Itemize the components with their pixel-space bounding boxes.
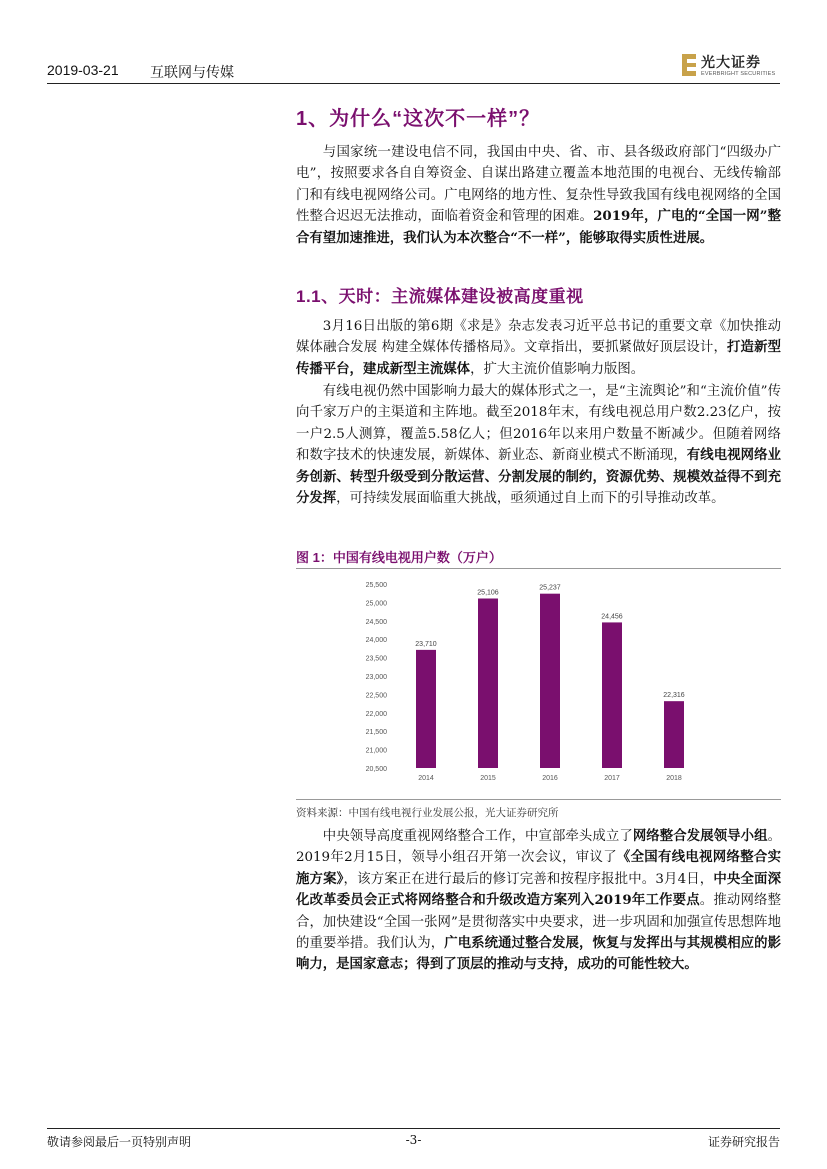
bar-2014 <box>416 650 436 768</box>
header-topic: 互联网与传媒 <box>150 64 234 80</box>
section-1-1-paragraph-3 <box>296 826 781 976</box>
section-1-1-heading: 1.1、天时：主流媒体建设被高度重视 <box>296 287 584 306</box>
figure-top-rule <box>296 568 781 569</box>
x-tick-label: 2016 <box>542 775 558 782</box>
x-tick-label: 2018 <box>666 775 682 782</box>
body-text: 与国家统一建设电信不同，我国由中央、省、市、县各级政府部门“四级办广电”，按照要求各自自筹资金、自谋出路建立覆盖本地范围的电视台、无线传输部门和有线电视网络公司。广电网络的地方性、复杂性导致我国有线电视网络的全国性整合迟迟无法推动，面临着资金和管理的困难。 <box>296 145 781 225</box>
emphasis-text: 2019年，广电的“全国一网”整合有望加速推进，我们认为本次整合“不一样”，能够取得实质性进展。 <box>296 208 781 246</box>
section-1-paragraph <box>296 142 781 249</box>
bar-value-label: 22,316 <box>663 692 685 700</box>
emphasis-text: 打造新型传播平台，建成新型主流媒体 <box>296 339 781 377</box>
bar-2017 <box>602 622 622 768</box>
x-tick-label: 2014 <box>418 775 434 782</box>
footer-divider <box>47 1128 780 1129</box>
body-text: 中央领导高度重视网络整合工作，中宣部牵头成立了 <box>322 829 633 844</box>
x-tick-label: 2017 <box>604 775 620 782</box>
section-1-1-paragraph-2 <box>296 381 781 509</box>
figure-title: 图 1：中国有线电视用户数（万户） <box>296 550 502 565</box>
logo-text-cn: 光大证券 <box>701 55 761 71</box>
page-number: -3- <box>405 1133 422 1147</box>
figure-bottom-rule <box>296 799 781 800</box>
y-tick-label: 21,000 <box>365 747 387 755</box>
footer-report-type: 证券研究报告 <box>707 1135 780 1149</box>
emphasis-text: 有线电视网络业务创新、转型升级受到分散运营、分割发展的制约，资源优势、规模效益得不到充分发挥 <box>296 447 782 507</box>
bar-value-label: 25,106 <box>477 589 499 597</box>
y-tick-label: 21,500 <box>365 729 387 737</box>
body-text: ，扩大主流价值影响力版图。 <box>470 361 645 377</box>
header-divider <box>47 83 780 84</box>
x-tick-label: 2015 <box>480 775 496 782</box>
y-tick-label: 24,500 <box>365 618 387 626</box>
logo-text-en: EVERBRIGHT SECURITIES <box>701 71 776 77</box>
cable-users-bar-chart <box>300 572 720 792</box>
y-tick-label: 22,000 <box>365 710 387 718</box>
body-text: ，可持续发展面临重大挑战，亟须通过自上而下的引导推动改革。 <box>336 491 725 507</box>
y-tick-label: 23,500 <box>365 655 387 663</box>
figure-source: 资料来源：中国有线电视行业发展公报，光大证券研究所 <box>296 807 559 819</box>
body-text: 。2019年2月15日，领导小组召开第一次会议，审议了 <box>296 829 782 866</box>
y-tick-label: 20,500 <box>365 766 387 773</box>
y-tick-label: 25,000 <box>365 600 387 608</box>
y-tick-label: 23,000 <box>365 674 387 681</box>
section-1-1-paragraph-1 <box>296 316 781 380</box>
body-text: ，该方案正在进行最后的修订完善和按程序报批中。3月4日， <box>343 871 714 887</box>
emphasis-text: 广电系统通过整合发展，恢复与发挥出与其规模相应的影响力，是国家意志；得到了顶层的推动与支持，成功的可能性较大。 <box>296 935 782 973</box>
body-text: 3月16日出版的第6期《求是》杂志发表习近平总书记的重要文章《加快推动媒体融合发展 构建全媒体传播格局》。文章指出，要抓紧做好顶层设计， <box>296 319 781 356</box>
bar-2018 <box>664 701 684 768</box>
emphasis-text: 网络整合发展领导小组 <box>632 828 768 844</box>
body-text: 。推动网络整合，加快建设“全国一张网”是贯彻落实中央要求，进一步巩固和加强宣传思想阵地的重要举措。我们认为， <box>296 893 781 952</box>
y-tick-label: 22,500 <box>365 692 387 700</box>
y-tick-label: 25,500 <box>365 582 387 589</box>
company-logo <box>682 52 782 80</box>
header-date: 2019-03-21 <box>47 62 119 78</box>
body-text: 有线电视仍然中国影响力最大的媒体形式之一，是“主流舆论”和“主流价值”传向千家万户的主渠道和主阵地。截至2018年末，有线电视总用户数2.23亿户，按一户2.5人测算，覆盖5.58亿人；但2016年以来用户数量不断减少。但随着网络和数字技术的快速发展，新媒体、新业态、新商业模式不断涌现， <box>296 384 781 464</box>
bar-value-label: 24,456 <box>601 613 623 621</box>
bar-value-label: 23,710 <box>415 640 437 648</box>
section-1-heading: 1、为什么“这次不一样”？ <box>296 108 541 130</box>
bar-2016 <box>540 594 560 768</box>
footer-disclaimer: 敬请参阅最后一页特别声明 <box>47 1135 192 1149</box>
y-tick-label: 24,000 <box>365 637 387 645</box>
bar-2015 <box>478 598 498 768</box>
bar-value-label: 25,237 <box>539 584 561 592</box>
logo-icon <box>682 54 696 76</box>
emphasis-text: 《全国有线电视网络整合实施方案》 <box>296 849 781 887</box>
emphasis-text: 中央全面深化改革委员会正式将网络整合和升级改造方案列入2019年工作要点 <box>296 870 781 909</box>
